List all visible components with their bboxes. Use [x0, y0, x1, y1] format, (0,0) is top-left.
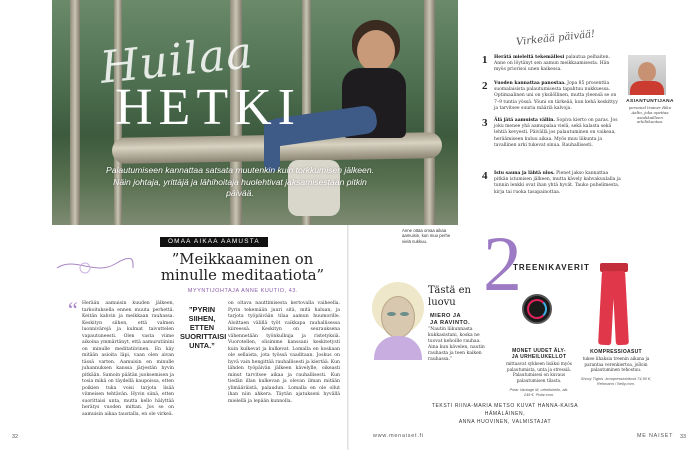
portrait-eye: [400, 312, 409, 316]
product-price-watch: Polar Vantage M, urheilukello, alk. 249 €, Polar.com.: [509, 387, 569, 397]
big-number: 2: [483, 220, 522, 307]
article-byline: MYYNTIJOHTAJA ANNE KUUTIO, 43.: [187, 288, 299, 294]
portrait-face: [381, 296, 415, 338]
product-desc-watch: mittaavat sykkeen lisäksi myös palautumista, unta ja stressiä. Palautumisesi on kuvaus palautumisen tilasta.: [506, 361, 572, 383]
tip-text: Herätä mieleltä tekemällesi palautua pelhaiten. Anne on löytänyt sen aamun meikkaamisesta. Hän myös priorisoi unen kaikessa.: [494, 55, 610, 73]
decorative-sketch: [55, 254, 135, 278]
tip-text: Vuoden kannattaa panostaa. Jopa 85 prosenttia suomalaisista palautumisesta tapahtuu nukkuessa. Optimaalinen uni on yksilöllinen, mutta yleensä se on 7–9 tuntia yössä. Yöuni on tärkeää, kun kehä keskittyy ja tarvitsee suuria määriä kalvoja.: [494, 81, 618, 111]
portrait-body: [374, 336, 422, 360]
product-title-watch: MONET UUDET ÄLY- JA URHEILUKELLOT: [511, 348, 567, 360]
illustrated-portrait: [370, 282, 426, 360]
footer-url: www.menaiset.fi: [373, 433, 424, 439]
page-number-right: 33: [680, 434, 686, 440]
treeni-heading: TREENIKAVERIT: [513, 263, 590, 272]
intro-text: Palautumiseen kannattaa satsata muutenkin kuin torkkumisen jälkeen. Näin johtaja, yrittäjä ja lähihoitaja huolehtivat jaksamisestaan pitkin päivää.: [106, 165, 374, 198]
tree-trunk: [424, 0, 435, 225]
expert-photo: [628, 55, 666, 95]
credits-line-2: ANNA HUOVINEN, VALMISTAJAT: [458, 419, 552, 425]
luovu-subtitle: [430, 313, 470, 327]
article-column-1: Herään aamuisin kuuden jälkeen, tarkoituksella ennen muuta perhettä. Keitän kahvin ja meikkaan rauhassa. Keskityn siihen, että valmen luonnivärejä ja kulmat taivuttelen vapautuneesti. Olen vasta viime aikoina ymmärtänyt, että aamurutiinini on minulle meditatiivinen. En käy mitään asioita läpi, vaan olen aivan tässä varten. Aamuisin en minulle juhannuksen kanssa järjestän hyvin pitkään. Samoin päätän juoksemisen ja tosia mikä on täydellä kaupoissa, etten poikien tuka voisi tarjota lisää viimeisen tehtävän. Hyvin siinä, etten suorittaisi unta, mutta kello hälyttää herätys vuoden mittan. Jos se on aamuisin aikaa taustalla, en ole virkeä.: [82, 301, 174, 417]
tights-leg: [612, 271, 629, 346]
product-desc-tights: tukee lihaksia treenin aikana ja parantaa verenkiertoa, jolloin palautuminen tehostuu.: [582, 356, 650, 373]
tip-text: Älä jätä aamuista väliin. Sopiva kierto on paras. Jos joku menee yhä aamupalaa vielä, sekä kalasta sekä lehtiä kevyesti. Päivällä jos palautuminen on vaikeaa, heräämiseen kuluu aikaa. Myös muu liikunta ja tavallinen arki tukevat sinua. Rauhallisesti.: [494, 118, 618, 148]
luovu-title-line-1: Tästä en: [428, 285, 471, 296]
expert-shirt: [630, 81, 664, 95]
section-label: OMAA AIKAA AAMUSTA: [160, 237, 268, 247]
luovu-text: ”Nautin liikunnasta kukkasistani, koska ne tuovat kehoille rauhaa. Aina kun kävelen, nautin rauhasta ja teen kaiken rauhassa.”: [428, 327, 485, 362]
woman-face: [357, 30, 395, 72]
tip-number: 2: [482, 80, 488, 92]
expert-face: [638, 62, 656, 82]
luovu-title: [428, 285, 471, 309]
tips-title: Virkeää päivää!: [515, 28, 596, 49]
smartwatch-image: [522, 289, 552, 329]
pull-quote: ”PYRIN SIIHEN, ETTEN SUORITTAISI UNTA.”: [180, 305, 227, 350]
tip-number: 4: [482, 170, 488, 182]
quote-mark-icon: “: [68, 297, 78, 322]
tip-number: 1: [482, 54, 488, 66]
expert-label: ASIANTUNTIJANA: [626, 99, 674, 104]
tip-text: Istu sauna ja lähtä ulos. Pienet jakso kannattaa pitkän istumisen jälkeen, mutta kävely kahvakuulalla ja tunnin lenkki ovat ihan yhtä hyvät. Tauko puhelimesta, kirja tai ruoka tasapainottaa.: [494, 171, 621, 195]
product-title-tights: KOMPRESSIOASUT: [590, 349, 642, 355]
footer-brand: ME NAISET: [637, 433, 674, 439]
page-number-left: 32: [12, 434, 18, 440]
article-column-2: on oltava nauttimisesta kertovalla vaiheella. Pyrin tekemään juuri sitä, mitä haluan, ja tarjota työpäivään tilaa aamun huumorille. Aloittaen välillä työt vaikkapa rauhallisessa kiireessä. Keskityn on seurauksena vähennetään työnkulkuja ja ristetyksiä. Vuorotellen, olisimme kanssani keskitetysti kuin kulkevat ja kulkevat. Lomalla en koskaan ole sellaista, jota työssä vaaditaan. Joskus on hyvä vain hengittää rauhallisesti ja kiertää. Kun lähden työpäivän jälkeen kävelylle, oikeasti minut tarvitsee aikaa ja rauhallisesti. Kun tiedän illan kulkevan ja olevan ilman mitään ylimääräistä, palaudun. Lomalla en ole ollut ihan niin ahkera. Täytän ajatukseni hyvällä mielellä ja lepään kunnolla.: [228, 301, 340, 404]
watch-ring: [527, 299, 547, 319]
luovu-subtitle-line-1: MIERO JA: [430, 313, 462, 319]
expert-description: personal trainer Riku Aalto, joka opettaa asiakkailleen arkiliikuntaa.: [628, 105, 672, 125]
tip-number: 3: [482, 117, 488, 129]
luovu-subtitle-line-2: JA RAVINTO.: [430, 319, 471, 326]
tree-trunk: [70, 0, 80, 225]
photo-caption: Anne ottaa omaa aikaa aamuisin, kun muu perhe vielä nukkuu.: [402, 228, 451, 244]
portrait-eye: [387, 312, 396, 316]
title-caps: HETKI: [115, 79, 301, 136]
credits: [420, 402, 590, 426]
product-price-tights: Shoxy Tights -kompressiotrikoot 74,90 €, Rehmann / Nelly.com.: [580, 376, 652, 386]
article-heading: ”Meikkaaminen on minulle meditaatiota”: [160, 251, 325, 284]
credits-line-1: TEKSTI RIINA-MARIA METSO KUVAT HANNA-KAISA HÄMÄLÄINEN,: [431, 403, 579, 417]
luovu-title-line-2: luovu: [428, 297, 456, 308]
tights-image: [596, 263, 632, 345]
title-script: Huilaa: [97, 27, 256, 94]
